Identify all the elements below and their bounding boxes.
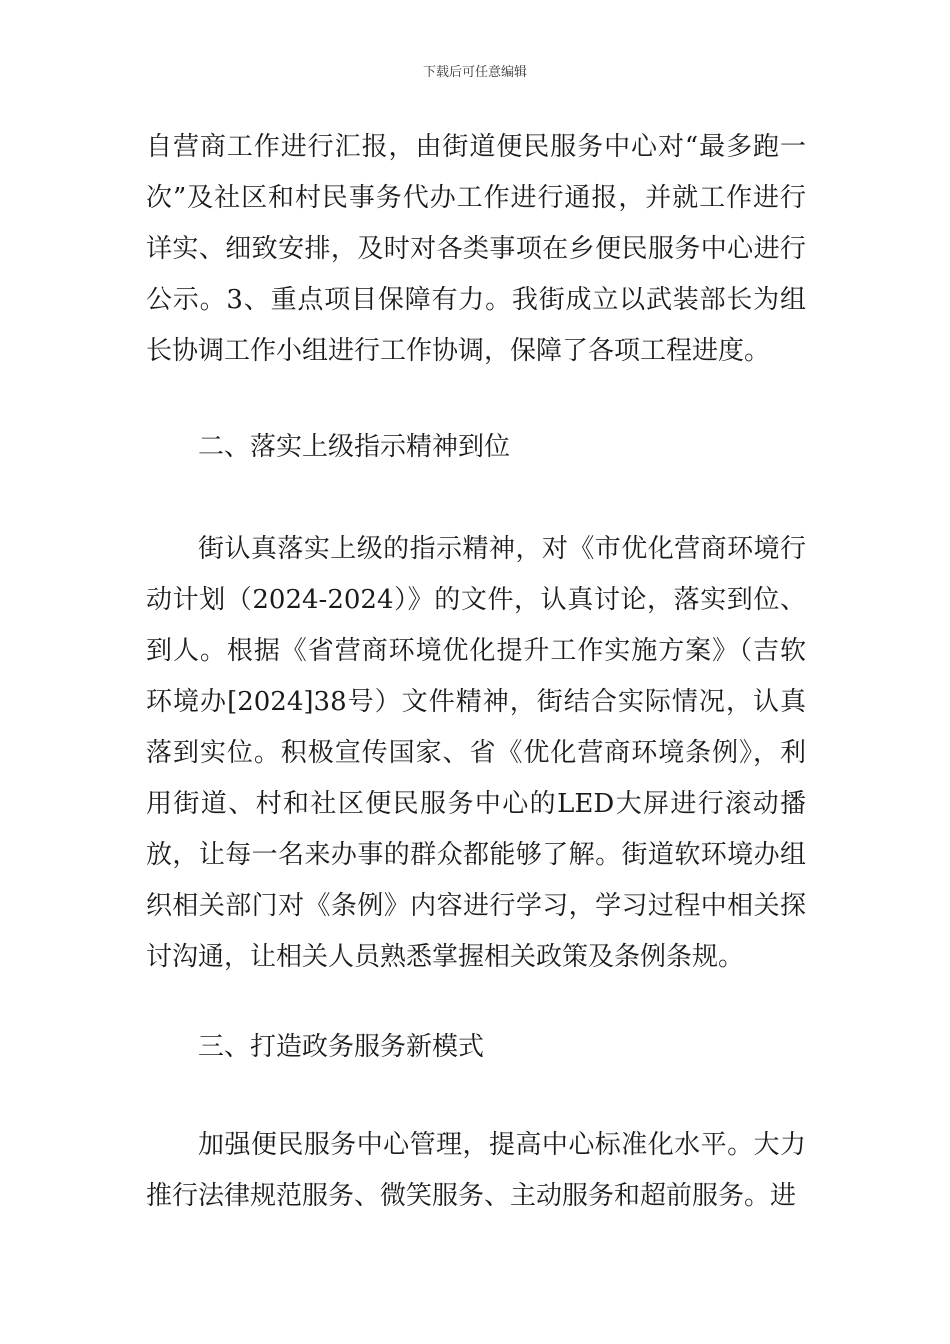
paragraph-service-model: 加强便民服务中心管理，提高中心标准化水平。大力推行法律规范服务、微笑服务、主动服务和超前服务。进 [146, 1130, 806, 1211]
section-heading-3: 三、打造政务服务新模式 [198, 1032, 485, 1062]
page-header-note: 下载后可任意编辑 [422, 65, 527, 80]
paragraph-implementation: 街认真落实上级的指示精神，对《市优化营商环境行动计划（2024-2024）》的文件，认真讨论，落实到位、到人。根据《省营商环境优化提升工作实施方案》（吉软环境办[2024]38号）文件精神，街结合实际情况，认真落到实位。积极宣传国家、省《优化营商环境条例》，利用街道、村和社区便民服务中心的LED大屏进行滚动播放，让每一名来办事的群众都能够了解。街道软环境办组织相关部门对《条例》内容进行学习，学习过程中相关探讨沟通，让相关人员熟悉掌握相关政策及条例条规。 [146, 534, 806, 972]
paragraph-reporting: 自营商工作进行汇报，由街道便民服务中心对“最多跑一次”及社区和村民事务代办工作进行通报，并就工作进行详实、细致安排，及时对各类事项在乡便民服务中心进行公示。3、重点项目保障有力。我街成立以武装部长为组长协调工作小组进行工作协调，保障了各项工程进度。 [146, 132, 806, 366]
section-heading-2: 二、落实上级指示精神到位 [198, 432, 511, 462]
